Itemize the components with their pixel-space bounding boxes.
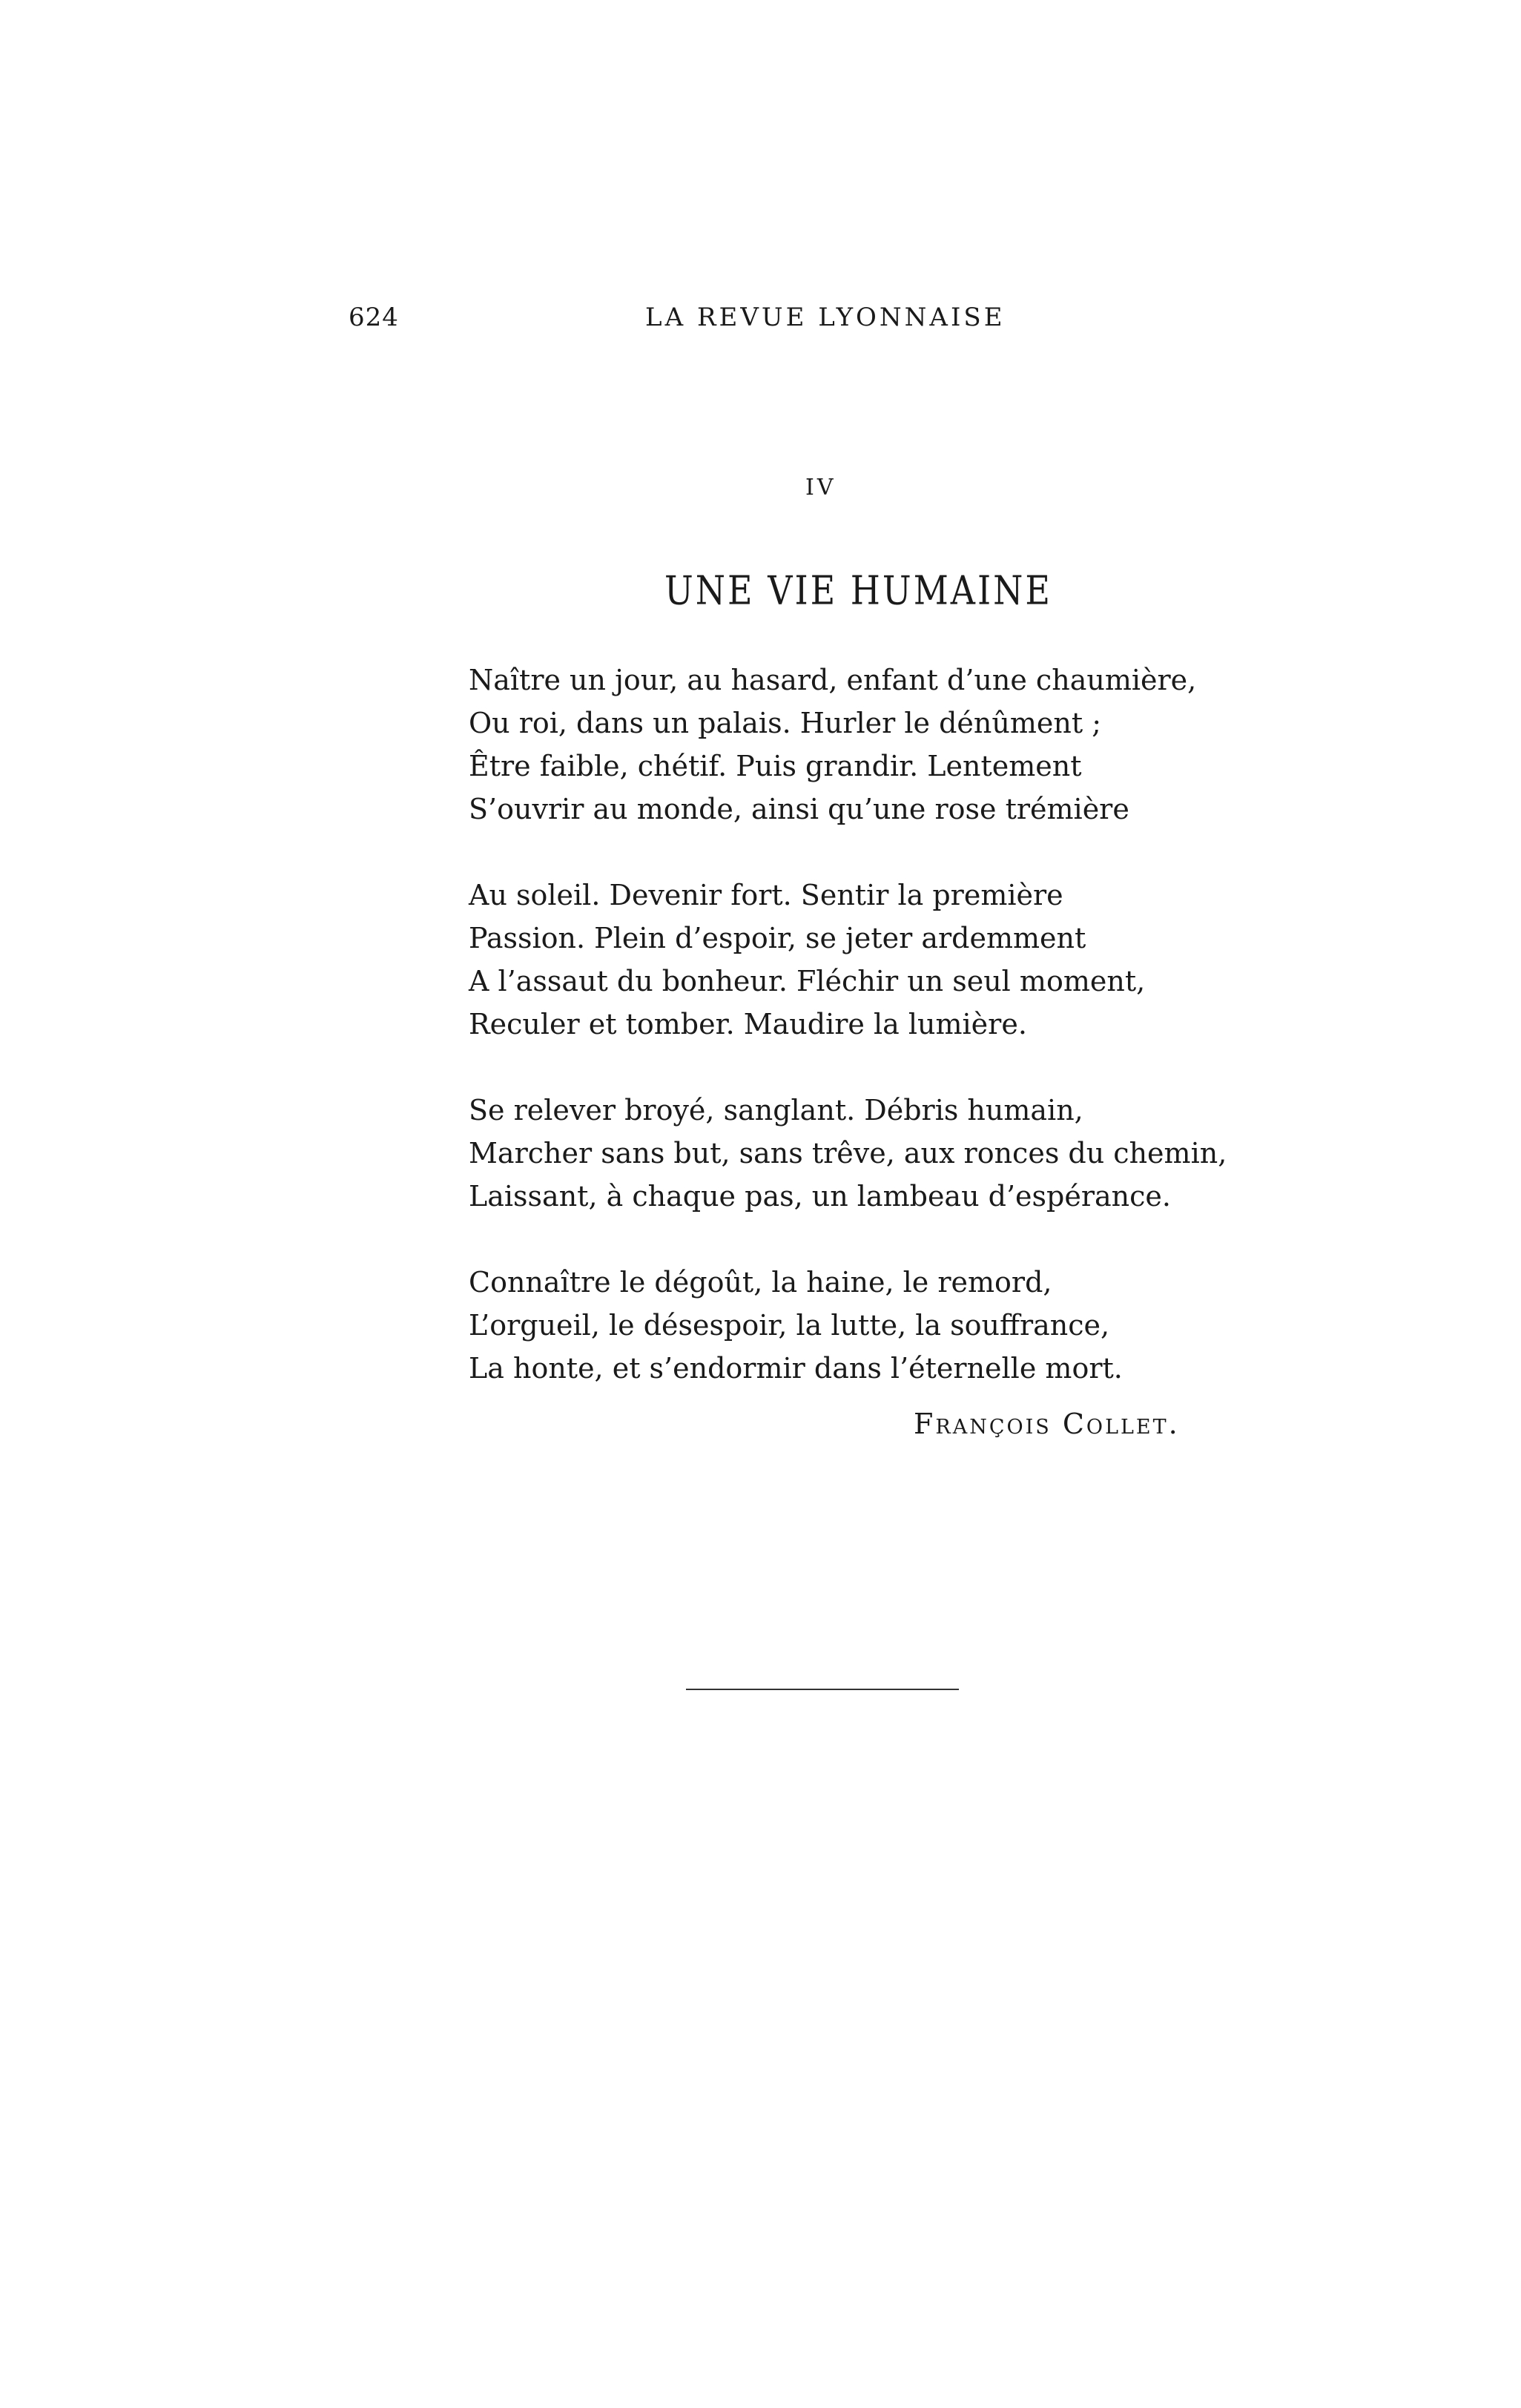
verse-line: Être faible, chétif. Puis grandir. Lentement — [469, 750, 1082, 782]
verse-line: L’orgueil, le désespoir, la lutte, la souffrance, — [469, 1309, 1110, 1342]
stanza-1 — [469, 659, 1299, 831]
verse-line: Marcher sans but, sans trêve, aux ronces du chemin, — [469, 1137, 1227, 1170]
verse-line: Au soleil. Devenir fort. Sentir la première — [469, 879, 1063, 911]
poem-title: UNE VIE HUMAINE — [664, 567, 1053, 614]
verse-line: Reculer et tomber. Maudire la lumière. — [469, 1008, 1027, 1040]
verse-line: S’ouvrir au monde, ainsi qu’une rose trémière — [469, 793, 1129, 825]
author-signature: François Collet. — [914, 1408, 1180, 1440]
verse-line: Ou roi, dans un palais. Hurler le dénûment ; — [469, 707, 1102, 739]
poem-body — [469, 659, 1299, 1433]
verse-line: Se relever broyé, sanglant. Débris humain, — [469, 1094, 1083, 1127]
verse-line: A l’assaut du bonheur. Fléchir un seul moment, — [469, 965, 1146, 997]
verse-line: Laissant, à chaque pas, un lambeau d’espérance. — [469, 1180, 1171, 1213]
page-number: 624 — [349, 303, 399, 332]
verse-line: Naître un jour, au hasard, enfant d’une chaumière, — [469, 664, 1197, 696]
verse-line: La honte, et s’endormir dans l’éternelle mort. — [469, 1352, 1123, 1385]
verse-line: Connaître le dégoût, la haine, le remord, — [469, 1266, 1052, 1299]
stanza-3 — [469, 1089, 1299, 1218]
running-title: LA REVUE LYONNAISE — [645, 303, 1006, 332]
stanza-4 — [469, 1261, 1299, 1390]
stanza-2 — [469, 874, 1299, 1046]
verse-line: Passion. Plein d’espoir, se jeter ardemment — [469, 922, 1086, 954]
section-number: IV — [805, 475, 837, 501]
end-divider-rule — [686, 1689, 959, 1690]
